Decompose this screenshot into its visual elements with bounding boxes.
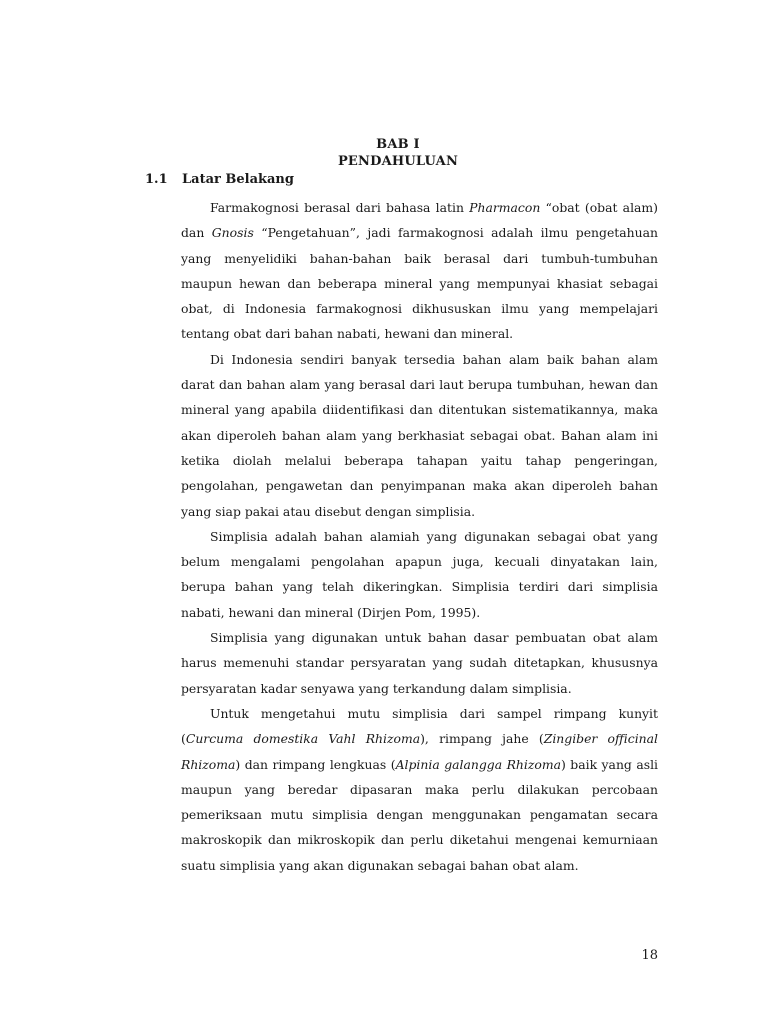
text-run: ) baik yang asli maupun yang beredar dipasaran maka perlu dilakukan percobaan pemeriksaan mutu simplisia dengan menggunakan pengamatan secara makroskopik dan mikroskopik dan perlu diketahui mengenai kemurniaan suatu simplisia yang akan digunakan sebagai bahan obat alam. — [181, 756, 659, 873]
page-number: 18 — [641, 948, 658, 963]
section-number: 1.1 — [145, 172, 168, 187]
paragraph: Simplisia adalah bahan alamiah yang digunakan sebagai obat yang belum mengalami pengolahan apapun juga, kecuali dinyatakan lain, berupa bahan yang telah dikeringkan. Simplisia terdiri dari simplisia nabati, hewani dan mineral (Dirjen Pom, 1995). — [181, 528, 658, 620]
italic-term: Zingiber officinal Rhizoma — [181, 731, 658, 772]
text-run: ) dan rimpang lengkuas ( — [235, 756, 396, 772]
body-text — [181, 195, 658, 878]
text-run: Untuk mengetahui mutu simplisia dari sampel rimpang kunyit ( — [181, 705, 658, 747]
text-run: ), rimpang jahe ( — [420, 731, 544, 747]
chapter-number: BAB I — [376, 137, 420, 152]
section-title: Latar Belakang — [182, 172, 294, 187]
paragraph: Di Indonesia sendiri banyak tersedia bahan alam baik bahan alam darat dan bahan alam yang berasal dari laut berupa tumbuhan, hewan dan mineral yang apabila diidentifikasi dan ditentukan sistematikannya, maka akan diperoleh bahan alam yang berkhasiat sebagai obat. Bahan alam ini ketika diolah melalui beberapa tahapan yaitu tahap pengeringan, pengolahan, pengawetan dan penyimpanan maka akan diperoleh bahan yang siap pakai atau disebut dengan simplisia. — [181, 351, 658, 519]
chapter-title: PENDAHULUAN — [337, 154, 459, 169]
paragraph: Simplisia yang digunakan untuk bahan dasar pembuatan obat alam harus memenuhi standar persyaratan yang sudah ditetapkan, khususnya persyaratan kadar senyawa yang terkandung dalam simplisia. — [181, 630, 658, 696]
text-run: Farmakognosi berasal dari bahasa latin — [210, 200, 470, 215]
italic-term: Curcuma domestika Vahl Rhizoma — [185, 731, 421, 747]
italic-term: Alpinia galangga Rhizoma — [395, 756, 561, 772]
paragraph — [181, 701, 658, 878]
text-run: “Pengetahuan”, jadi farmakognosi adalah ilmu pengetahuan yang menyelidiki bahan-bahan baik berasal dari tumbuh-tumbuhan maupun hewan dan beberapa mineral yang mempunyai khasiat sebagai obat, di Indonesia farmakognosi dikhususkan ilmu yang mempelajari tentang obat dari bahan nabati, hewani dan mineral. — [181, 225, 658, 342]
italic-term: Pharmacon — [469, 200, 541, 215]
section-heading — [145, 172, 294, 187]
paragraph — [181, 195, 658, 347]
italic-term: Gnosis — [211, 225, 254, 241]
text-run: “obat (obat alam) dan — [181, 200, 658, 241]
